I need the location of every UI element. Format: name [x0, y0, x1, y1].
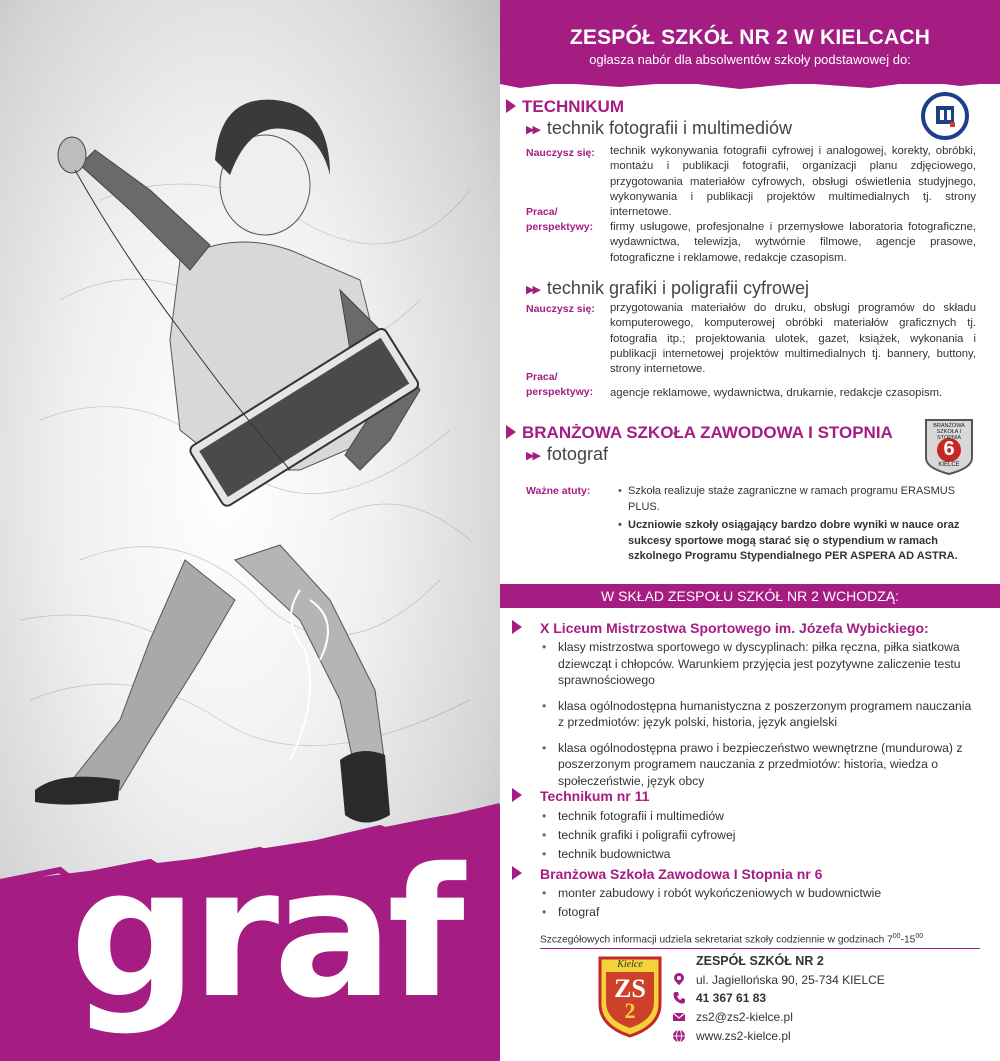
graf-word: graf	[70, 830, 459, 1037]
contact-phone: 41 367 61 83	[696, 991, 767, 1005]
double-triangle-icon: ▶▶	[526, 283, 539, 296]
location-pin-icon	[672, 972, 686, 986]
learn-text: technik wykonywania fotografii cyfrowej i analogowej, korekty, obróbki, montażu i publikacji fotografii, organizacji planu zdjęciowego, przygotowania materiałów cyfrowych, obsługi oświetlenia studyjnego, wykonywania i publikacji projektów multimedialnych tj. strony internetowe.	[610, 145, 976, 219]
school-logo	[596, 954, 664, 1038]
list-item: • Szkoła realizuje staże zagraniczne w ramach programu ERASMUS PLUS.	[618, 484, 978, 515]
list-item: • technik budownictwa	[540, 845, 980, 864]
list-item: • fotograf	[540, 903, 980, 922]
work-label: Praca/ perspektywy:	[526, 371, 594, 398]
double-triangle-icon: ▶▶	[526, 123, 539, 136]
branzowa6-list	[540, 884, 980, 922]
branzowa-badge	[922, 418, 976, 476]
technikum11-title: Technikum nr 11	[540, 788, 649, 804]
email-icon[interactable]	[672, 1010, 686, 1024]
list-item: • technik grafiki i poligrafii cyfrowej	[540, 826, 980, 845]
learn-label: Nauczysz się:	[526, 303, 595, 315]
prof1-title: ▶▶ technik fotografii i multimediów	[526, 118, 793, 138]
school-title: ZESPÓŁ SZKÓŁ NR 2 W KIELCACH	[569, 26, 931, 49]
badge-city: KIELCE	[938, 462, 960, 468]
double-triangle-icon: ▶▶	[526, 449, 539, 462]
triangle-icon	[512, 788, 522, 802]
logo-number: 2	[624, 998, 636, 1023]
list-item: • klasa ogólnodostępna prawo i bezpieczeństwo wewnętrzne (mundurowa) z poszerzonym programem nauczania z przedmiotów: historia, wiedza o społeczeństwie, język obcy	[540, 740, 980, 790]
triangle-icon	[506, 425, 516, 439]
school-subtitle: ogłasza nabór dla absolwentów szkoły podstawowej do:	[589, 52, 911, 67]
sklad-title: W SKŁAD ZESPOŁU SZKÓŁ NR 2 WCHODZĄ:	[601, 588, 899, 604]
branzowa-title: BRANŻOWA SZKOŁA ZAWODOWA I STOPNIA	[506, 423, 893, 443]
logo-city: Kielce	[617, 959, 643, 970]
logo-letters: ZS	[614, 974, 646, 1003]
contact-www[interactable]: www.zs2-kielce.pl	[696, 1029, 791, 1043]
branzowa6-title: Branżowa Szkoła Zawodowa I Stopnia nr 6	[540, 866, 822, 882]
liceum-title: X Liceum Mistrzostwa Sportowego im. Józefa Wybickiego:	[540, 620, 929, 636]
list-item: • klasy mistrzostwa sportowego w dyscyplinach: piłka ręczna, piłka siatkowa dziewcząt i chłopców. Warunkiem przyjęcia jest pozytywne zaliczenie testu sprawnościowego	[540, 639, 980, 689]
technikum-badge	[916, 92, 974, 140]
work-text: firmy usługowe, profesjonalne i przemysłowe laboratoria fotograficzne, wydawnictwa, telewizja, wytwórnie filmowe, agencje prasowe, fotograficzne i reklamowe, redakcje czasopism.	[610, 221, 976, 264]
technikum-title: TECHNIKUM	[506, 97, 624, 117]
globe-icon[interactable]	[672, 1029, 686, 1043]
learn-text: przygotowania materiałów do druku, obsługi programów do składu komputerowego, komputerowej obróbki materiałów graficznych tj. fotografia itp.; projektowania ulotek, gazet, książek, wykonania i publikacji internetowej projektów multimedialnych tj. bannery, buttony, strony internetowe.	[610, 302, 976, 376]
info-panel	[500, 0, 1000, 1061]
prof-fotograf: ▶▶ fotograf	[526, 444, 608, 464]
info-line: Szczegółowych informacji udziela sekretariat szkoły codziennie w godzinach $7^{00}-15^{00}$	[540, 933, 980, 949]
learn-label: Nauczysz się:	[526, 147, 595, 159]
technikum11-list	[540, 807, 980, 864]
contact-address: ul. Jagiellońska 90, 25-734 KIELCE	[696, 973, 885, 987]
badge-top: BRANŻOWA SZKOŁA I STOPNIA	[933, 423, 965, 441]
list-item: • monter zabudowy i robót wykończeniowych w budownictwie	[540, 884, 980, 903]
contact-email[interactable]: zs2@zs2-kielce.pl	[696, 1010, 793, 1024]
badge-number: 6	[943, 438, 955, 460]
phone-icon	[672, 991, 686, 1005]
work-text: agencje reklamowe, wydawnictwa, drukarnie, redakcje czasopism.	[610, 387, 943, 399]
work-label: Praca/ perspektywy:	[526, 206, 594, 233]
list-item: • technik fotografii i multimediów	[540, 807, 980, 826]
triangle-icon	[506, 99, 516, 113]
atuty-label: Ważne atuty:	[526, 485, 591, 497]
triangle-icon	[512, 620, 522, 634]
contact-name: ZESPÓŁ SZKÓŁ NR 2	[696, 954, 824, 968]
liceum-list	[540, 639, 980, 789]
list-item: • Uczniowie szkoły osiągający bardzo dobre wyniki w nauce oraz sukcesy sportowe mogą starać się o stypendium w ramach szkolnego Programu Stypendialnego PER ASPERA AD ASTRA.	[618, 518, 978, 565]
header-brush-edge	[500, 76, 1000, 92]
prof2-title: ▶▶ technik grafiki i poligrafii cyfrowej	[526, 278, 810, 298]
list-item: • klasa ogólnodostępna humanistyczna z poszerzonym programem nauczania z przedmiotów: język polski, historia, język angielski	[540, 698, 980, 731]
triangle-icon	[512, 866, 522, 880]
atuty-list	[618, 484, 978, 568]
